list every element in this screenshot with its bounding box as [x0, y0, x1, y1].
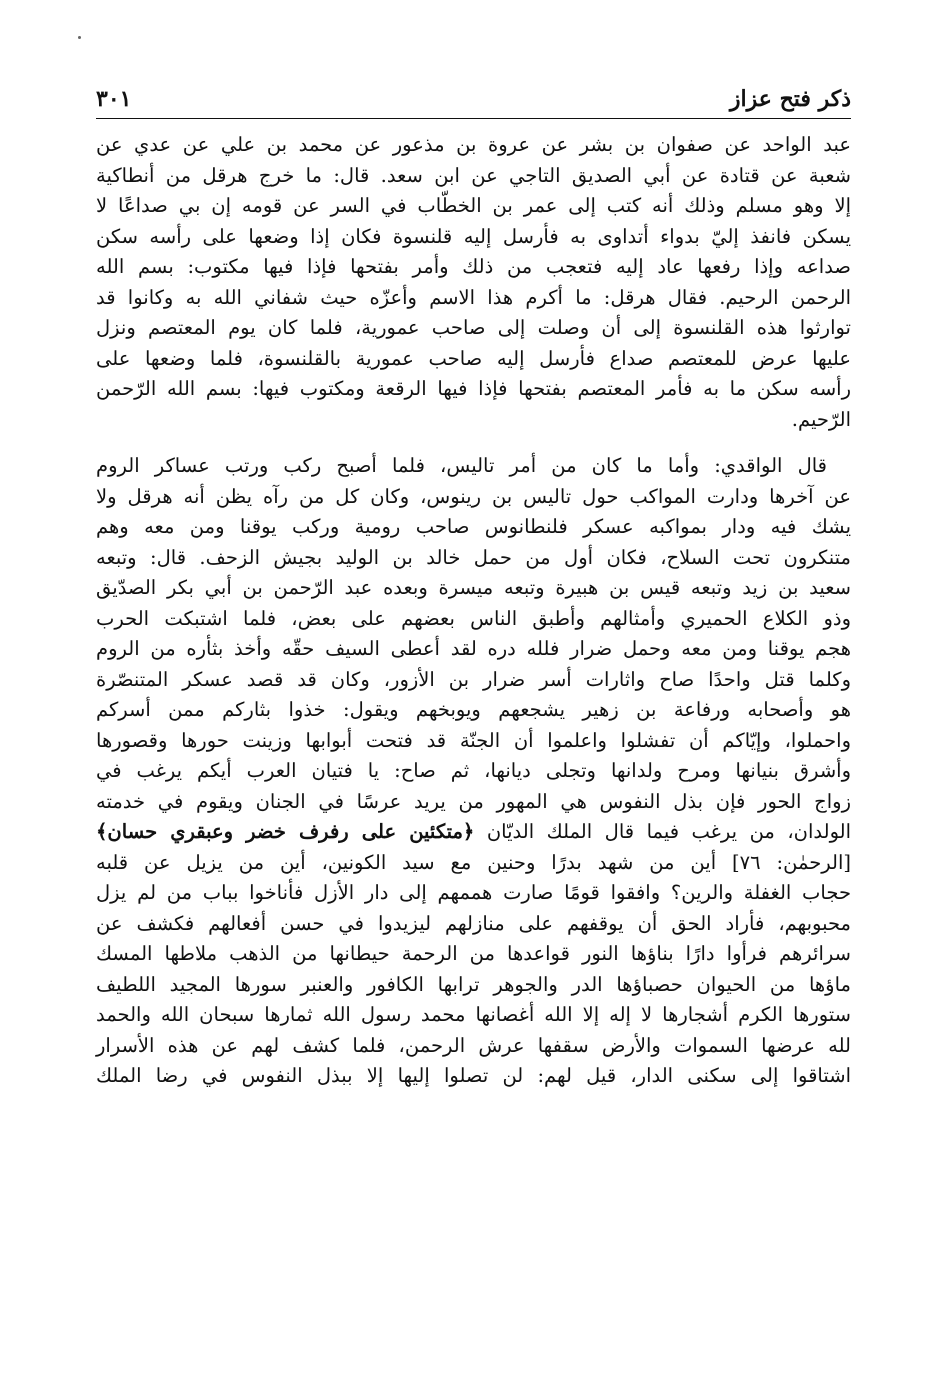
text-line: يشك فيه ودار بمواكبه عسكر فلنطانوس صاحب رومية وركب يوقنا ومن معه وهم — [96, 515, 851, 538]
text-line: صداعه وإذا رفعها عاد إليه فتعجب من ذلك وأمر بفتحها فإذا فيها مكتوب: بسم الله — [96, 255, 851, 278]
text-line: رأسه سكن ما به فأمر المعتصم بفتحها فإذا فيها الرقعة ومكتوب فيها: بسم الله الرّحمن — [96, 377, 851, 400]
text-line: شعبة عن قتادة عن أبي الصديق التاجي عن ابن سعد. قال: ما خرج هرقل من أنطاكية — [96, 163, 851, 187]
text-line: متنكرون تحت السلاح، فكان أول من حمل خالد بن الوليد بجيش الزحف. قال: وتبعه — [96, 545, 851, 569]
text-line: ماؤها من الحيوان حصباؤها الدر والجوهر ترابها الكافور والعنبر سورها المجيد اللطيف — [96, 972, 851, 996]
text-line: لله عرضها السموات والأرض سقفها عرش الرحمن، فلما كشف لهم عن هذه الأسرار — [96, 1033, 851, 1057]
text-line: يسكن فانفذ إليّ بدواء أتداوى به فأرسل إليه قلنسوة فكان إذا وضعها على رأسه سكن — [96, 224, 851, 248]
text-line: اشتاقوا إلى سكنى الدار، قيل لهم: لن تصلوا إليها إلا ببذل النفوس في رضا الملك — [96, 1064, 851, 1087]
text-line: عبد الواحد عن صفوان بن بشر عن عروة بن مذعور عن محمد بن علي عن عدي عن — [96, 133, 851, 156]
text-line: حجاب الغفلة والرين؟ وافقوا قومًا صارت هممهم إلى دار الأزل فأناخوا بباب من لم يزل — [96, 881, 851, 904]
text-line: واحملوا، وإيّاكم أن تفشلوا واعلموا أن الجنّة قد فتحت أبوابها وزينت حورها وقصورها — [96, 728, 851, 752]
quran-verse: ﴿متكئين على رفرف خضر وعبقري حسان﴾ — [96, 820, 475, 843]
text-line: الرحمن الرحيم. فقال هرقل: ما أكرم هذا الاسم وأعزّه حيث شفاني الله به وكانوا قد — [96, 285, 851, 309]
text-line: قال الواقدي: وأما ما كان من أمر تاليس، فلما أصبح ركب ورتب عساكر الروم — [96, 454, 827, 477]
text-line: توارثوا هذه القلنسوة إلى أن وصلت إلى صاحب عمورية، فلما كان يوم المعتصم ونزل — [96, 316, 851, 339]
page-number: ٣٠١ — [96, 86, 132, 112]
text-line: محبوبهم، فأراد الحق أن يوقفهم على منازلهم ليزيدوا في حسن أفعالهم فكشف عن — [96, 911, 851, 935]
text-line: ستورها الكرم أشجارها لا إله إلا الله أغصانها محمد رسول الله ثمارها سبحان الله والحمد — [96, 1003, 851, 1026]
text-line: سعيد بن زيد وتبعه قيس بن هبيرة وتبعه ميسرة وبعده عبد الرّحمن بن أبي بكر الصدّيق — [96, 576, 851, 599]
text-line: الرّحيم. — [791, 407, 851, 431]
text-line: إلا وهو مسلم وذلك أنه كتب إلى عمر بن الخطّاب في السر عن قومه إن بي صداعًا لا — [96, 194, 851, 217]
text-line: هجم يوقنا ومن معه وحمل ضرار فلله دره لقد أعطى السيف حقّه وأخذ بثأره من الروم — [96, 637, 851, 660]
body-text — [96, 130, 851, 1092]
text-line: [الرحمٰن: ٧٦] أين من شهد بدرًا وحنين مع سيد الكونين، أين من يزيل عن قلبه — [96, 850, 852, 874]
scan-speck — [78, 36, 81, 39]
quran-line-prefix: الولدان، من يرغب فيما قال الملك الديّان — [486, 820, 851, 843]
text-line: وأشرق بنيانها ومرح ولدانها وتجلى ديانها، ثم صاح: يا فتيان العرب أيكم يرغب في — [96, 759, 851, 782]
text-line: وكلما قتل واحدًا صاح واثارات أسر ضرار بن الأزور، وكان قد قصد عسكر المتنصّرة — [96, 667, 851, 691]
text-line: عن آخرها ودارت المواكب حول تاليس بن رينوس، وكان كل من رآه يظن أنه هرقل ولا — [96, 484, 851, 508]
text-line: هو وأصحابه ورفاعة بن زهير يشجعهم ويوبخهم ويقول: خذوا بثاركم ممن أسركم — [96, 698, 851, 721]
paragraph-1 — [96, 130, 851, 435]
text-line: سرائرهم فرأوا دارًا بناؤها النور قواعدها من الرحمة حيطانها من الذهب ملاطها المسك — [96, 942, 851, 965]
text-line: عليها عرض للمعتصم صداع فأرسل إليه صاحب عمورية بالقلنسوة، فلما وضعها على — [96, 346, 851, 370]
paragraph-2 — [96, 451, 851, 1092]
text-line: وذو الكلاع الحميري وأمثالهم وأطبق الناس بعضهم على بعض، فلما اشتبكت الحرب — [96, 606, 851, 630]
text-line: زواج الحور فإن بذل النفوس هي المهور من يريد عرسًا في الجنان ويقوم في خدمته — [96, 789, 851, 813]
running-title: ذكر فتح عزاز — [729, 86, 851, 112]
quran-line — [96, 817, 851, 848]
page-header — [96, 84, 851, 119]
